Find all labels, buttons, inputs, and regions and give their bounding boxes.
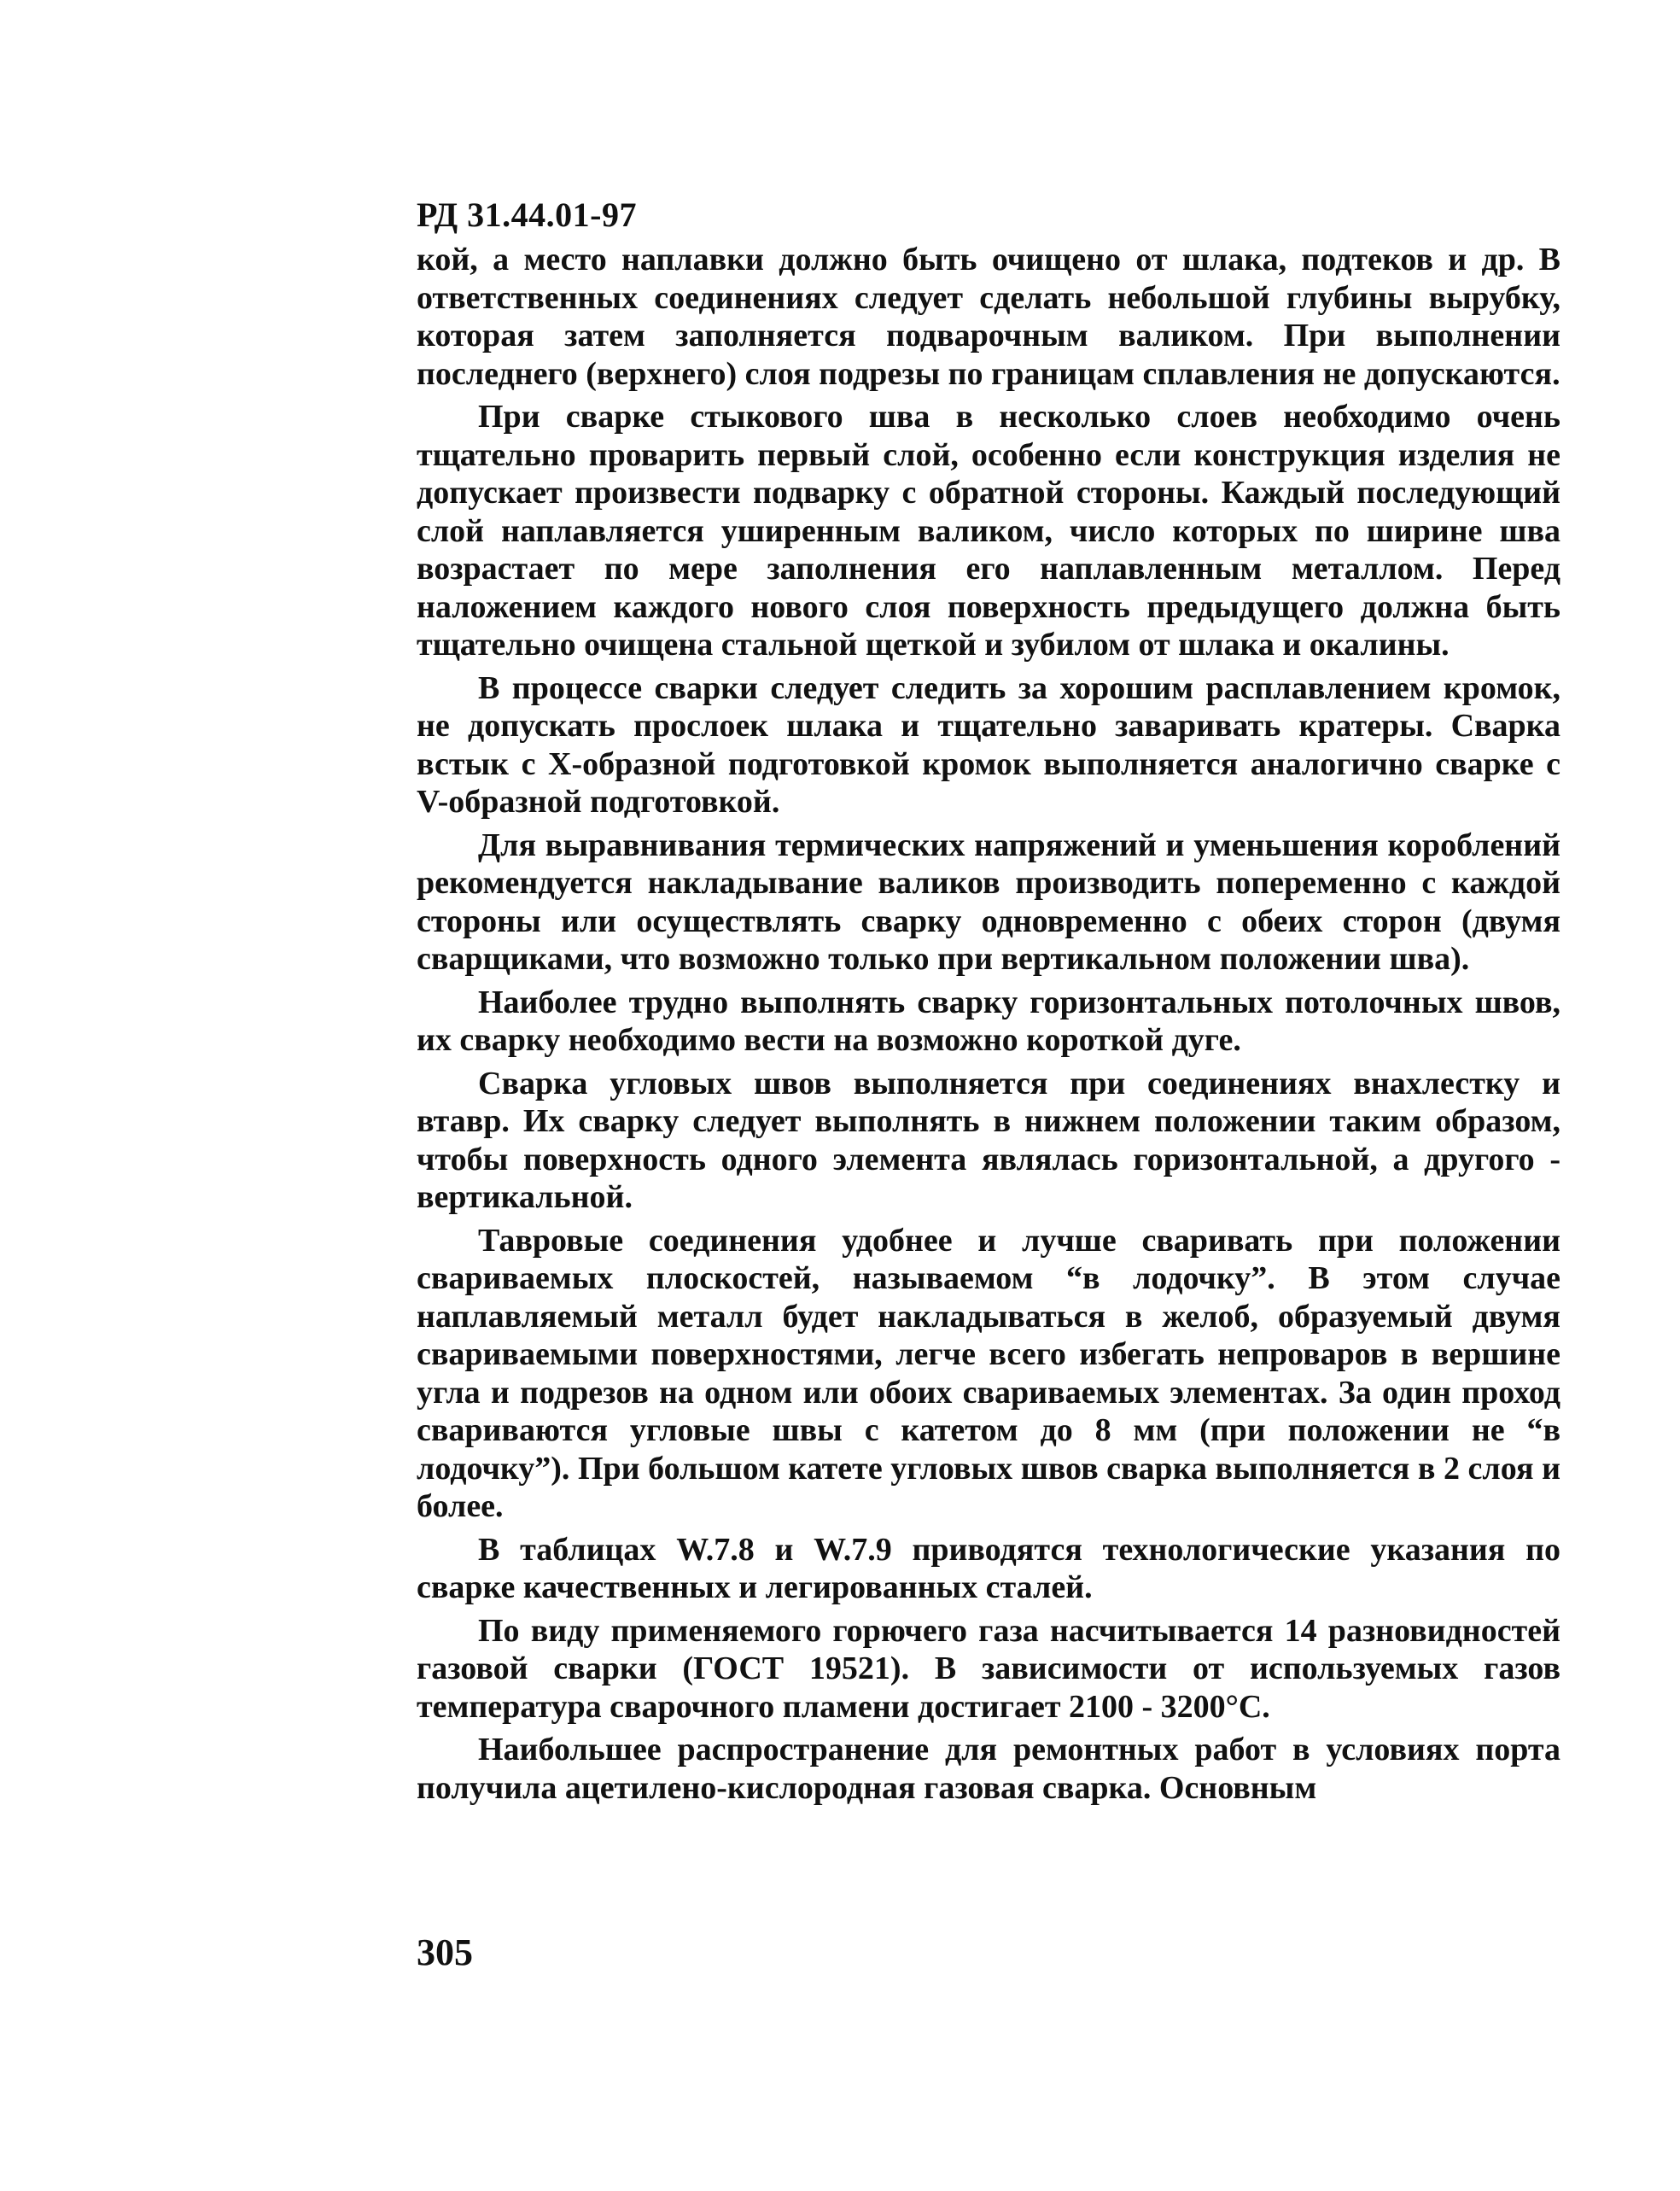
paragraph-4: Для выравнивания термических напряжений и уменьшения короблений рекомендуется накладывание валиков производить попеременно с каждой стороны или осуществлять сварку одновременно с обеих сторон (двумя сварщиками, что возможно только при вертикальном положении шва).	[417, 827, 1560, 977]
paragraph-3: В процессе сварки следует следить за хорошим расплавлением кромок, не допускать прослоек шлака и тщательно заваривать кратеры. Сварка встык с Х-образной подготовкой кромок выполняется аналогично сварке с V-образной подготовкой.	[417, 669, 1560, 820]
body-text	[417, 241, 1560, 1812]
paragraph-7: Тавровые соединения удобнее и лучше сваривать при положении свариваемых плоскостей, называемом “в лодочку”. В этом случае наплавляемый металл будет накладываться в желоб, образуемый двумя свариваемыми поверхностями, легче всего избегать непроваров в вершине угла и подрезов на одном или обоих свариваемых элементах. За один проход свариваются угловые швы с катетом до 8 мм (при положении не “в лодочку”). При большом катете угловых швов сварка выполняется в 2 слоя и более.	[417, 1222, 1560, 1524]
paragraph-10: Наибольшее распространение для ремонтных работ в условиях порта получила ацетилено-кислородная газовая сварка. Основным	[417, 1732, 1560, 1806]
page-number: 305	[417, 1931, 473, 1973]
paragraph-9: По виду применяемого горючего газа насчитывается 14 разновидностей газовой сварки (ГОСТ 19521). В зависимости от используемых газов температура сварочного пламени достигает 2100 - 3200°С.	[417, 1612, 1560, 1725]
paragraph-2: При сварке стыкового шва в несколько слоев необходимо очень тщательно проварить первый слой, особенно если конструкция изделия не допускает произвести подварку с обратной стороны. Каждый последующий слой наплавляется уширенным валиком, число которых по ширине шва возрастает по мере заполнения его наплавленным металлом. Перед наложением каждого нового слоя поверхность предыдущего должна быть тщательно очищена стальной щеткой и зубилом от шлака и окалины.	[417, 399, 1560, 663]
paragraph-6: Сварка угловых швов выполняется при соединениях внахлестку и втавр. Их сварку следует выполнять в нижнем положении таким образом, чтобы поверхность одного элемента являлась горизонтальной, а другого - вертикальной.	[417, 1065, 1560, 1215]
paragraph-8: В таблицах W.7.8 и W.7.9 приводятся технологические указания по сварке качественных и легированных сталей.	[417, 1531, 1560, 1605]
paragraph-5: Наиболее трудно выполнять сварку горизонтальных потолочных швов, их сварку необходимо вести на возможно короткой дуге.	[417, 984, 1560, 1058]
paragraph-1: кой, а место наплавки должно быть очищено от шлака, подтеков и др. В ответственных соединениях следует сделать небольшой глубины вырубку, которая затем заполняется подварочным валиком. При выполнении последнего (верхнего) слоя подрезы по границам сплавления не допускаются.	[417, 242, 1560, 392]
document-code-header: РД 31.44.01-97	[417, 196, 637, 234]
